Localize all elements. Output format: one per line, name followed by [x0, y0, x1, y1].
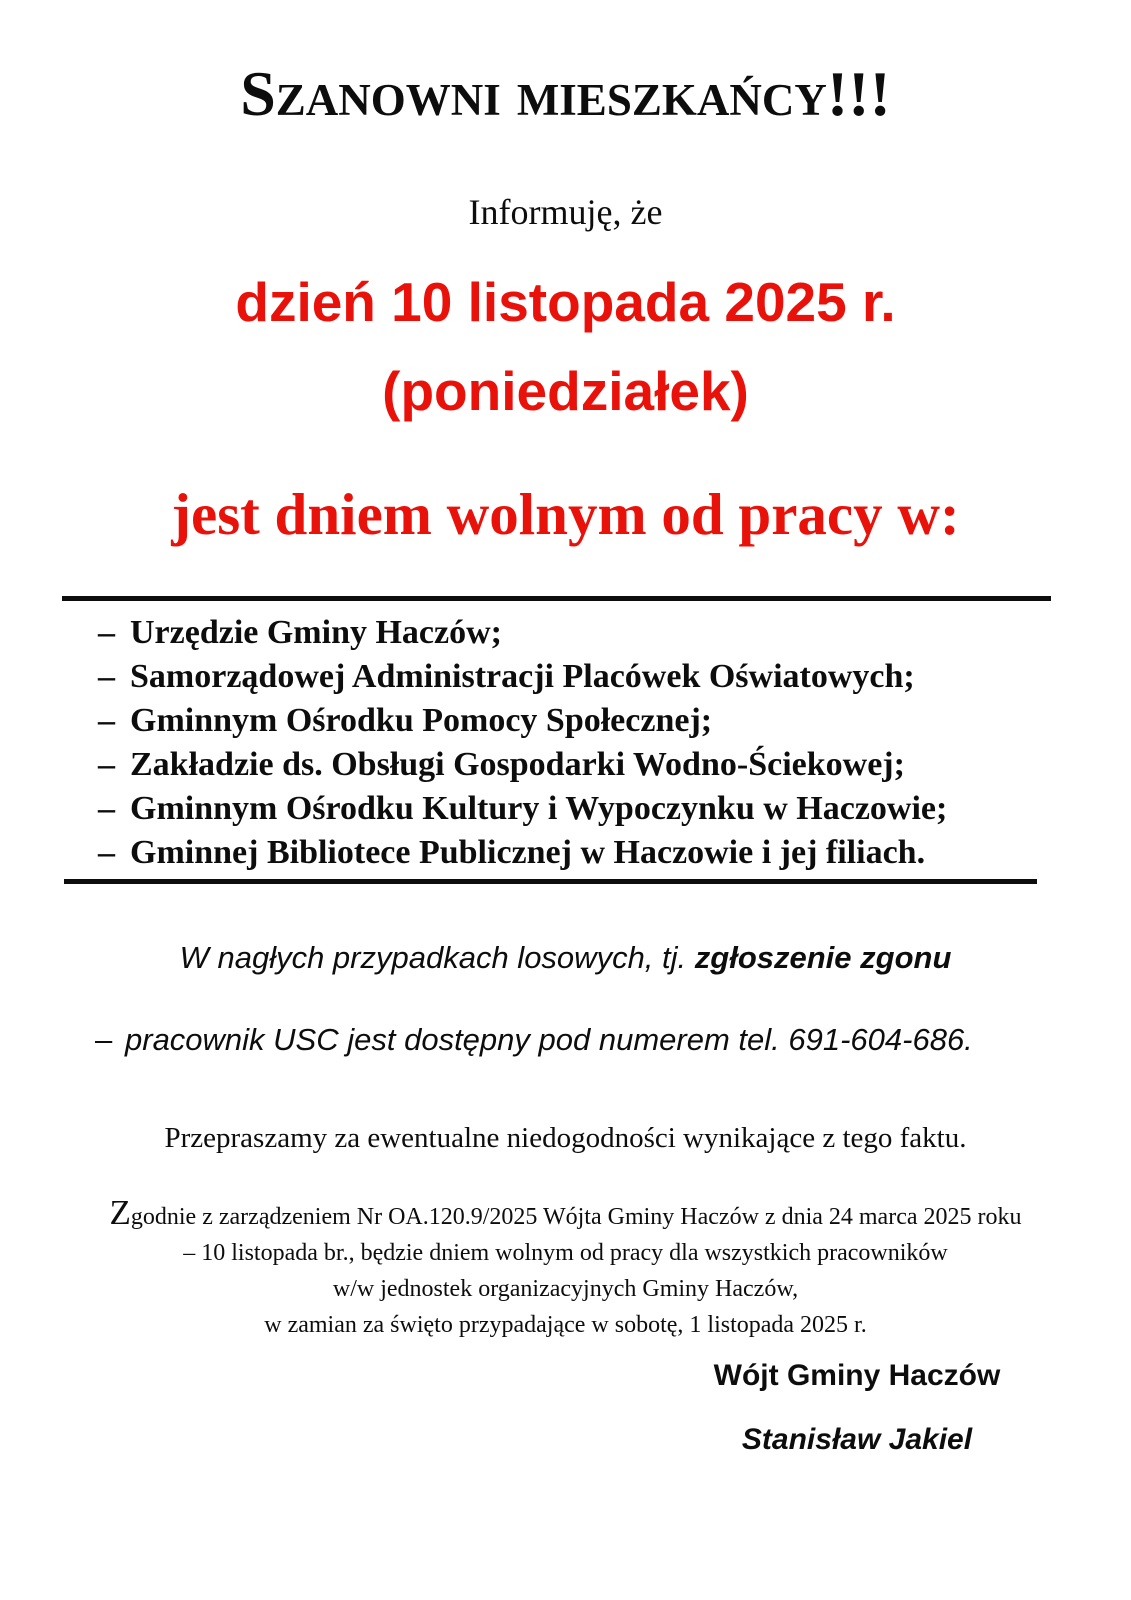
emergency-contact-line	[95, 1022, 1131, 1058]
emergency-contact-text: pracownik USC jest dostępny pod numerem tel. 691-604-686.	[125, 1021, 973, 1057]
office-label: Samorządowej Administracji Placówek Oświatowych;	[130, 657, 915, 695]
list-item	[98, 831, 1131, 875]
bottom-divider	[64, 879, 1037, 884]
legal-initial-cap: Z	[109, 1192, 131, 1232]
top-divider	[62, 596, 1051, 601]
list-item	[98, 611, 1131, 655]
dash-bullet: –	[98, 701, 115, 739]
intro-line: Informuję, że	[468, 191, 663, 232]
list-item	[98, 787, 1131, 831]
office-label: Gminnym Ośrodku Kultury i Wypoczynku w Haczowie;	[130, 789, 948, 827]
list-item	[98, 655, 1131, 699]
list-item	[98, 743, 1131, 787]
office-label: Urzędzie Gminy Haczów;	[130, 613, 502, 651]
dash-bullet: –	[98, 789, 115, 827]
weekday-line: (poniedziałek)	[382, 359, 749, 422]
office-list	[0, 611, 1131, 875]
office-label: Zakładzie ds. Obsługi Gospodarki Wodno-Ściekowej;	[130, 745, 905, 783]
office-label: Gminnym Ośrodku Pomocy Społecznej;	[130, 701, 713, 739]
legal-line-1	[0, 1192, 1131, 1235]
legal-line-4: w zamian za święto przypadające w sobotę, 1 listopada 2025 r.	[264, 1311, 867, 1338]
dash-bullet: –	[98, 745, 115, 783]
signature-block	[687, 1359, 1027, 1457]
page-title: Szanowni mieszkańcy!!!	[240, 58, 891, 129]
dash-bullet: –	[95, 1021, 113, 1057]
signature-title: Wójt Gminy Haczów	[713, 1358, 1001, 1392]
dash-bullet: –	[98, 657, 115, 695]
dash-bullet: –	[98, 833, 115, 871]
emergency-note-regular: W nagłych przypadkach losowych, tj.	[179, 939, 695, 975]
date-line: dzień 10 listopada 2025 r.	[235, 270, 896, 333]
legal-block	[0, 1192, 1131, 1343]
emergency-note-bold: zgłoszenie zgonu	[694, 939, 952, 975]
apology-line: Przepraszamy za ewentualne niedogodności wynikające z tego faktu.	[164, 1121, 967, 1154]
legal-line-2: – 10 listopada br., będzie dniem wolnym od pracy dla wszystkich pracowników	[183, 1239, 948, 1266]
emergency-note	[0, 940, 1131, 976]
list-item	[98, 699, 1131, 743]
legal-line-1-text: godnie z zarządzeniem Nr OA.120.9/2025 Wójta Gminy Haczów z dnia 24 marca 2025 roku	[130, 1203, 1022, 1230]
signature-name: Stanisław Jakiel	[741, 1422, 973, 1456]
day-off-heading: jest dniem wolnym od pracy w:	[171, 480, 960, 547]
dash-bullet: –	[98, 613, 115, 651]
office-label: Gminnej Bibliotece Publicznej w Haczowie i jej filiach.	[130, 833, 926, 871]
legal-line-3: w/w jednostek organizacyjnych Gminy Haczów,	[332, 1275, 799, 1302]
